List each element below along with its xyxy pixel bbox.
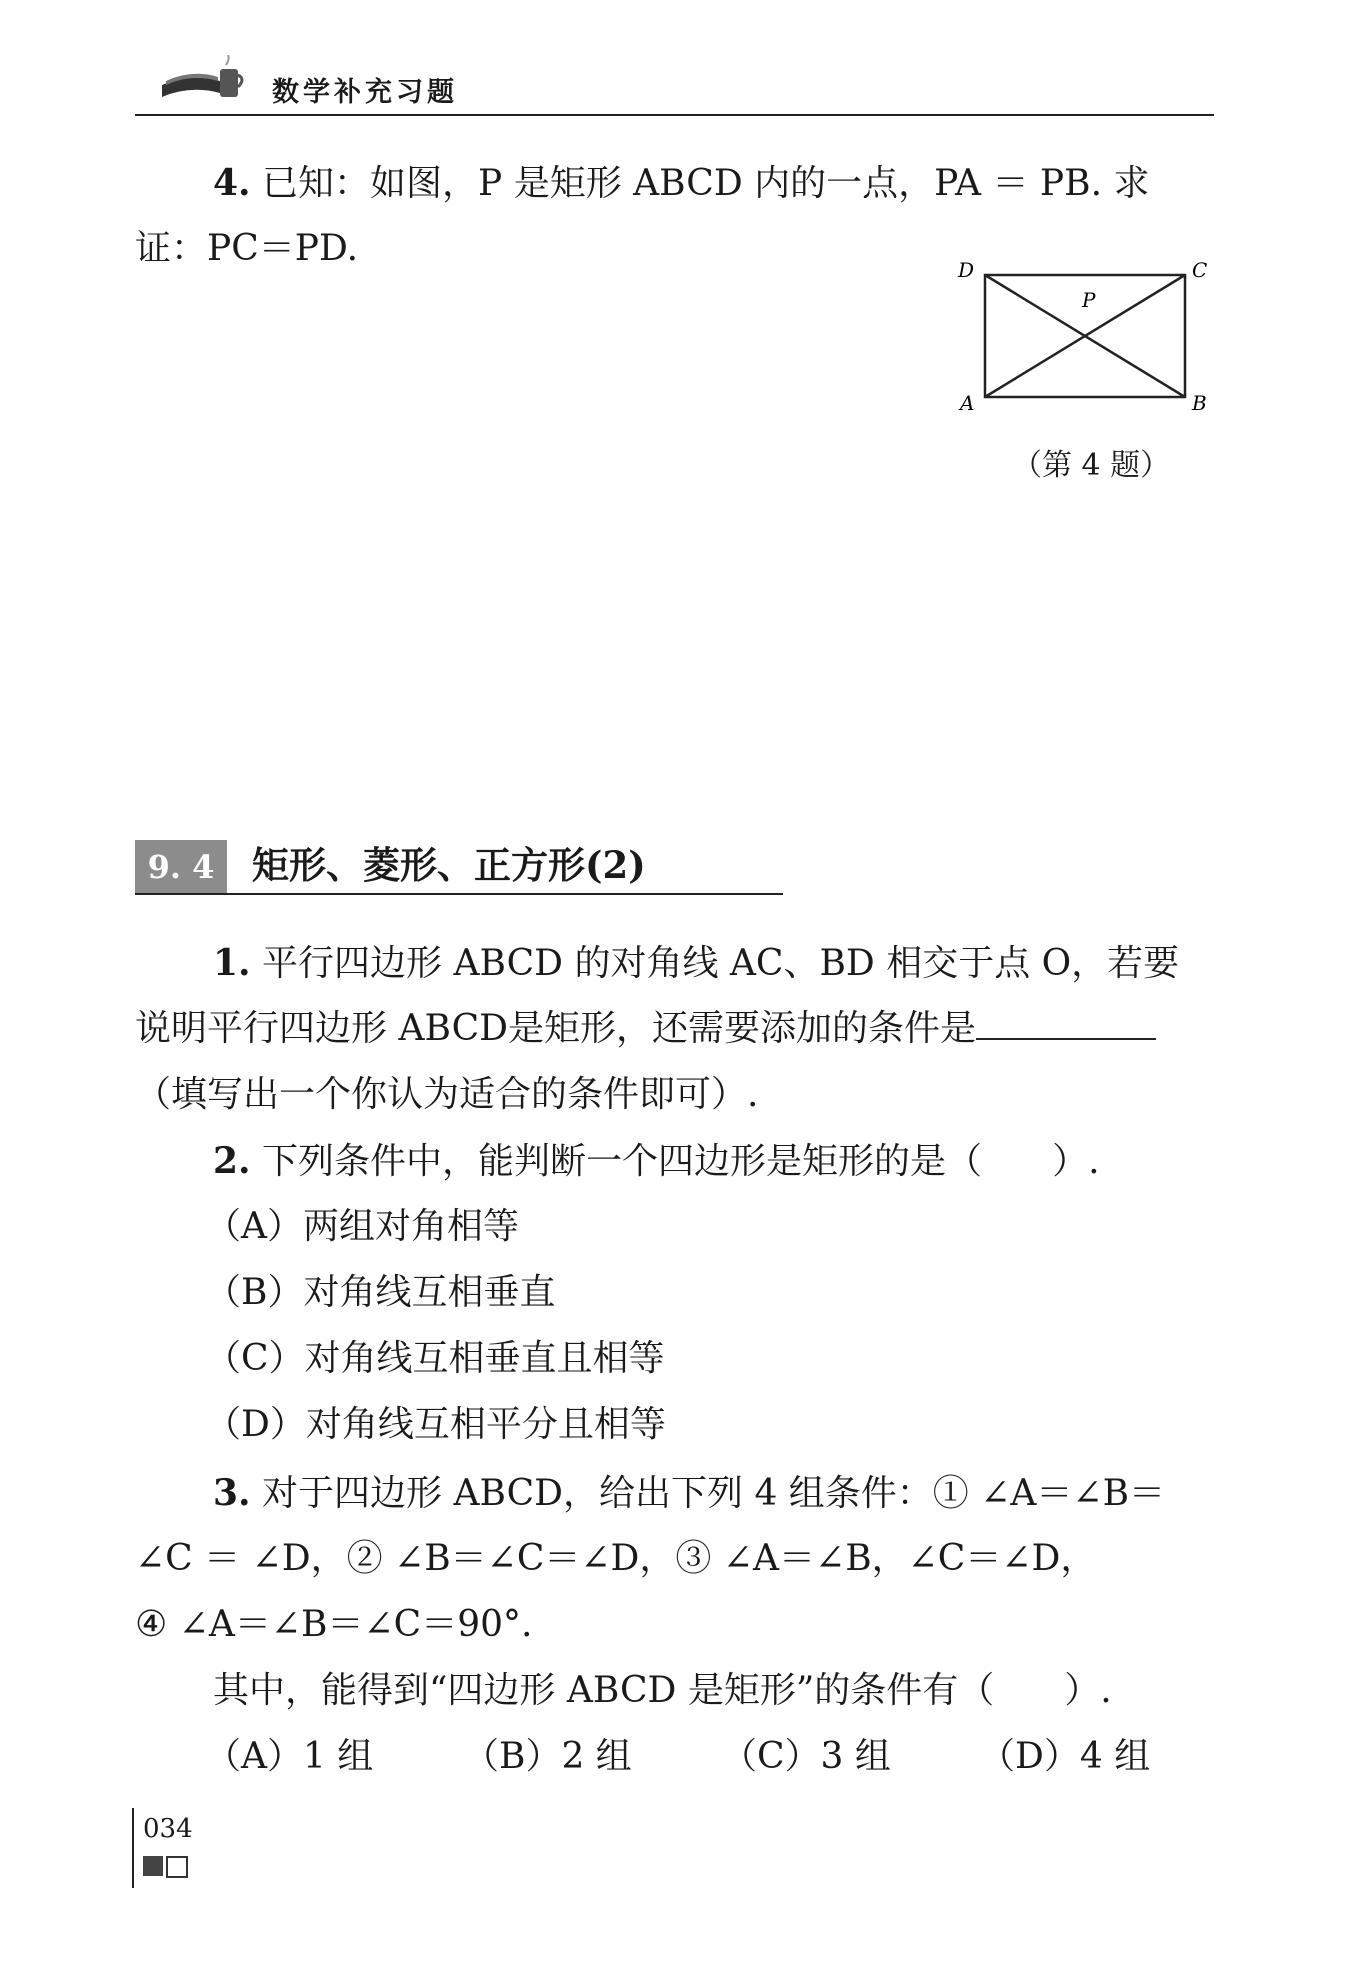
question-2-stem-end: ）. — [1052, 1141, 1100, 1182]
question-2-option-b: （B）对角线互相垂直 — [205, 1272, 556, 1313]
label-a: A — [960, 391, 975, 415]
question-3-line-4-end: ）. — [1064, 1670, 1112, 1711]
question-3-line-1: 对于四边形 ABCD，给出下列 4 组条件：① ∠A＝∠B＝ — [262, 1473, 1166, 1514]
question-3-line-4: 其中，能得到“四边形 ABCD 是矩形”的条件有（ — [213, 1670, 995, 1711]
question-2-number: 2. — [213, 1140, 251, 1182]
header-title: 数学补充习题 — [272, 77, 458, 108]
label-p: P — [1082, 288, 1096, 312]
section-title: 矩形、菱形、正方形(2) — [252, 843, 646, 887]
section-rule — [135, 893, 783, 895]
question-4-line-2: 证：PC＝PD. — [135, 228, 359, 269]
page-number: 034 — [143, 1814, 193, 1844]
question-4-line-1: 已知：如图，P 是矩形 ABCD 内的一点，PA ＝ PB. 求 — [262, 163, 1150, 204]
question-2-option-d: （D）对角线互相平分且相等 — [205, 1404, 666, 1445]
header-rule — [135, 114, 1214, 116]
question-3-option-d: （D）4 组 — [979, 1736, 1151, 1777]
figure-caption: （第 4 题） — [1012, 448, 1171, 483]
question-3-line-2: ∠C ＝ ∠D，② ∠B＝∠C＝∠D，③ ∠A＝∠B，∠C＝∠D， — [135, 1538, 1097, 1579]
filled-square-icon — [143, 1856, 163, 1876]
label-c: C — [1192, 258, 1208, 282]
question-3-line-3: ④ ∠A＝∠B＝∠C＝90°. — [135, 1604, 533, 1645]
answer-blank[interactable] — [976, 1000, 1156, 1040]
question-2-stem: 下列条件中，能判断一个四边形是矩形的是（ — [262, 1141, 983, 1182]
question-3-number: 3. — [213, 1472, 251, 1514]
footer-rule — [132, 1808, 134, 1888]
label-b: B — [1192, 391, 1207, 415]
question-2-option-a: （A）两组对角相等 — [205, 1206, 519, 1247]
question-1-line-2: 说明平行四边形 ABCD是矩形，还需要添加的条件是 — [135, 1008, 976, 1049]
question-3-option-c: （C）3 组 — [721, 1736, 891, 1777]
section-number: 9. 4 — [135, 840, 227, 894]
rectangle-figure — [950, 255, 1220, 415]
question-4 — [213, 150, 1150, 217]
question-2-option-c: （C）对角线互相垂直且相等 — [205, 1338, 665, 1379]
empty-square-icon — [166, 1856, 188, 1878]
question-3-option-b: （B）2 组 — [463, 1736, 632, 1777]
question-3-option-a: （A）1 组 — [205, 1736, 374, 1777]
books-and-cup-icon — [160, 55, 245, 105]
question-1-number: 1. — [213, 942, 251, 984]
question-4-number: 4. — [213, 162, 251, 204]
question-1-line-3: （填写出一个你认为适合的条件即可）. — [135, 1074, 759, 1115]
question-1-line-1: 平行四边形 ABCD 的对角线 AC、BD 相交于点 O，若要 — [262, 943, 1180, 984]
label-d: D — [958, 258, 975, 282]
